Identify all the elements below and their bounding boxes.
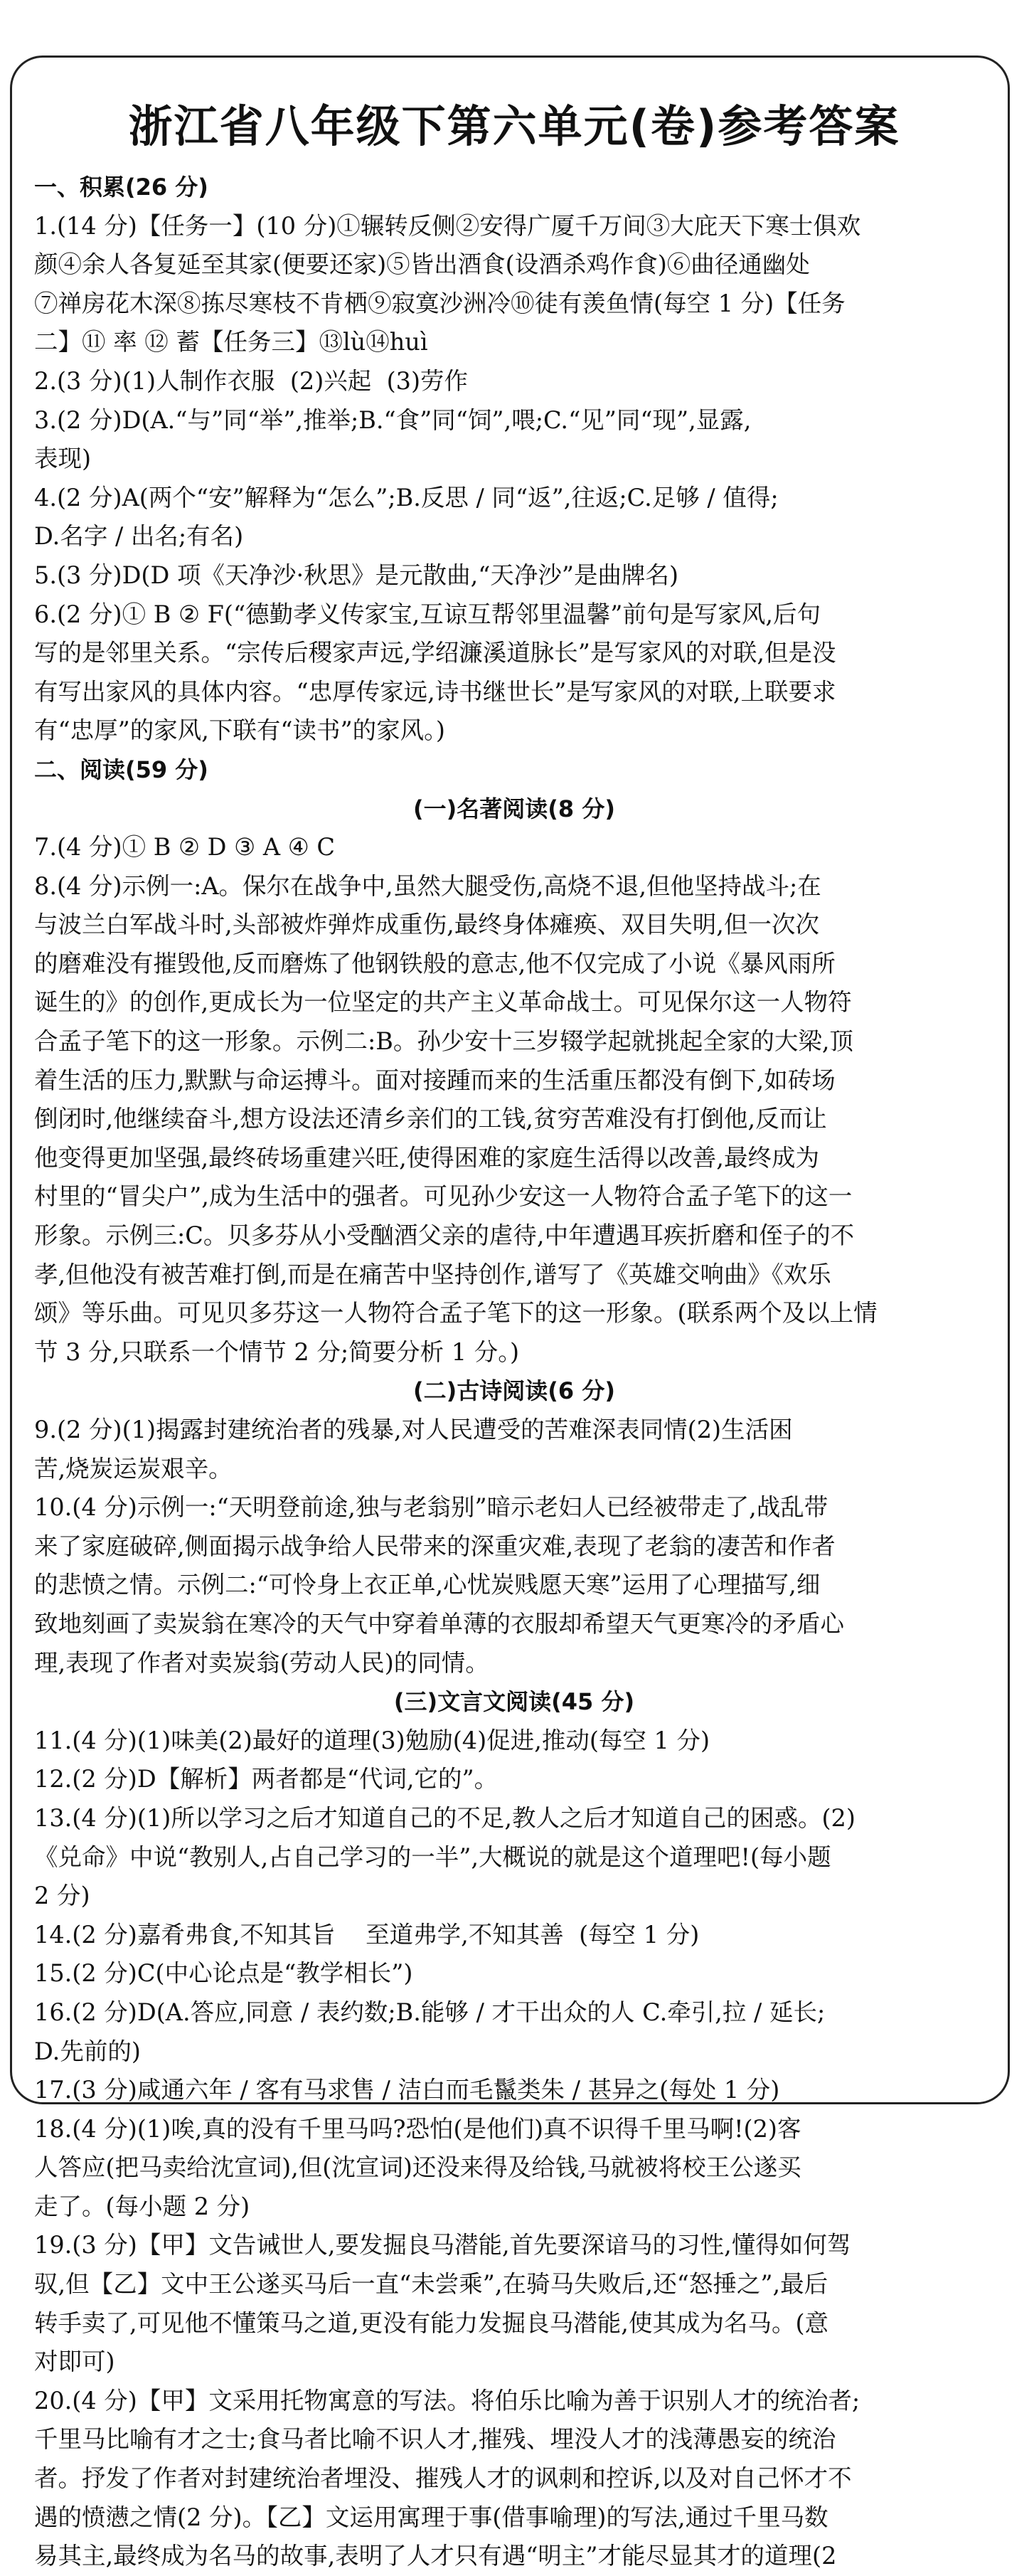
answer-line: 10.(4 分)示例一:“天明登前途,独与老翁别”暗示老妇人已经被带走了,战乱带 xyxy=(34,1493,828,1522)
answer-line: 节 3 分,只联系一个情节 2 分;简要分析 1 分。) xyxy=(34,1337,520,1366)
answer-line: 来了家庭破碎,侧面揭示战争给人民带来的深重灾难,表现了老翁的凄苦和作者 xyxy=(34,1532,836,1560)
answer-line: 11.(4 分)(1)味美(2)最好的道理(3)勉励(4)促进,推动(每空 1 分) xyxy=(34,1726,710,1754)
answer-line: 9.(2 分)(1)揭露封建统治者的残暴,对人民遭受的苦难深表同情(2)生活困 xyxy=(34,1416,793,1443)
answer-line: 倒闭时,他继续奋斗,想方设法还清乡亲们的工钱,贫穷苦难没有打倒他,反而让 xyxy=(34,1105,827,1133)
answer-line: 6.(2 分)① B ② F(“德勤孝义传家宝,互谅互帮邻里温馨”前句是写家风,后句 xyxy=(34,600,821,628)
answer-line: 5.(3 分)D(D 项《天净沙·秋思》是元散曲,“天净沙”是曲牌名) xyxy=(34,561,679,589)
answer-line: 14.(2 分)嘉肴弗食,不知其旨 至道弗学,不知其善 (每空 1 分) xyxy=(34,1920,700,1949)
answer-line: 千里马比喻有才之士;食马者比喻不识人才,摧残、埋没人才的浅薄愚妄的统治 xyxy=(34,2425,836,2454)
answer-line: 者。抒发了作者对封建统治者埋没、摧残人才的讽刺和控诉,以及对自己怀才不 xyxy=(34,2464,852,2493)
answer-line: 19.(3 分)【甲】文告诫世人,要发掘良马潜能,首先要深谙马的习性,懂得如何驾 xyxy=(34,2231,851,2259)
answer-line: 对即可) xyxy=(34,2348,115,2376)
answer-line: 4.(2 分)A(两个“安”解释为“怎么”;B.反思 / 同“返”,往返;C.足够 / 值得; xyxy=(34,483,779,512)
answer-line: 的悲愤之情。示例二:“可怜身上衣正单,心忧炭贱愿天寒”运用了心理描写,细 xyxy=(34,1571,821,1599)
answer-body xyxy=(34,168,994,2576)
answer-line: 20.(4 分)【甲】文采用托物寓意的写法。将伯乐比喻为善于识别人才的统治者; xyxy=(34,2386,860,2415)
answer-line: 苦,烧炭运炭艰辛。 xyxy=(34,1454,233,1483)
answer-line: 表现) xyxy=(34,445,92,473)
answer-line: 合孟子笔下的这一形象。示例二:B。孙少安十三岁辍学起就挑起全家的大梁,顶 xyxy=(34,1027,854,1056)
answer-line: 有写出家风的具体内容。“忠厚传家远,诗书继世长”是写家风的对联,上联要求 xyxy=(34,677,836,706)
answer-sheet xyxy=(34,91,994,2576)
section-heading: 一、积累(26 分) xyxy=(34,174,208,201)
answer-line: 走了。(每小题 2 分) xyxy=(34,2192,250,2220)
answer-line: 致地刻画了卖炭翁在寒冷的天气中穿着单薄的衣服却希望天气更寒冷的矛盾心 xyxy=(34,1609,844,1638)
page-title: 浙江省八年级下第六单元(卷)参考答案 xyxy=(128,100,900,152)
answer-line: 颂》等乐曲。可见贝多芬这一人物符合孟子笔下的这一形象。(联系两个及以上情 xyxy=(34,1299,878,1327)
section-heading: 二、阅读(59 分) xyxy=(34,756,208,783)
answer-line: 村里的“冒尖户”,成为生活中的强者。可见孙少安这一人物符合孟子笔下的这一 xyxy=(34,1182,853,1211)
answer-line: 3.(2 分)D(A.“与”同“举”,推举;B.“食”同“饲”,喂;C.“见”同“现”,显露, xyxy=(34,406,752,434)
answer-line: 2 分) xyxy=(34,1882,90,1910)
answer-line: 16.(2 分)D(A.答应,同意 / 表约数;B.能够 / 才干出众的人 C.牵引,拉 / 延长; xyxy=(34,1998,826,2026)
answer-line: 孝,但他没有被苦难打倒,而是在痛苦中坚持创作,谱写了《英雄交响曲》《欢乐 xyxy=(34,1260,831,1288)
answer-line: 17.(3 分)咸通六年 / 客有马求售 / 洁白而毛鬣类朱 / 甚异之(每处 1 分) xyxy=(34,2076,780,2104)
answer-line: 着生活的压力,默默与命运搏斗。面对接踵而来的生活重压都没有倒下,如砖场 xyxy=(34,1066,836,1094)
answer-line: 人答应(把马卖给沈宣词),但(沈宣词)还没来得及给钱,马就被将校王公遂买 xyxy=(34,2153,801,2182)
answer-line: 诞生的》的创作,更成长为一位坚定的共产主义革命战士。可见保尔这一人物符 xyxy=(34,988,852,1017)
answer-line: ⑦禅房花木深⑧拣尽寒枝不肯栖⑨寂寞沙洲冷⑩徒有羡鱼情(每空 1 分)【任务 xyxy=(34,289,846,317)
answer-line: 7.(4 分)① B ② D ③ A ④ C xyxy=(34,833,336,862)
answer-line: 8.(4 分)示例一:A。保尔在战争中,虽然大腿受伤,高烧不退,但他坚持战斗;在 xyxy=(34,871,821,900)
subsection-heading: (一)名著阅读(8 分) xyxy=(413,795,615,822)
answer-line: 15.(2 分)C(中心论点是“教学相长”) xyxy=(34,1959,413,1988)
subsection-heading: (二)古诗阅读(6 分) xyxy=(413,1377,615,1405)
answer-line: 13.(4 分)(1)所以学习之后才知道自己的不足,教人之后才知道自己的困惑。(2) xyxy=(34,1803,856,1832)
answer-line: 理,表现了作者对卖炭翁(劳动人民)的同情。 xyxy=(34,1648,489,1677)
answer-line: 驭,但【乙】文中王公遂买马后一直“未尝乘”,在骑马失败后,还“怒捶之”,最后 xyxy=(34,2270,828,2299)
answer-line: 写的是邻里关系。“宗传后稷家声远,学绍濂溪道脉长”是写家风的对联,但是没 xyxy=(34,639,836,667)
answer-line: 2.(3 分)(1)人制作衣服 (2)兴起 (3)劳作 xyxy=(34,366,469,395)
answer-line: 二】⑪ 率 ⑫ 蓄【任务三】⑬lù⑭huì xyxy=(34,328,428,356)
subsection-heading: (三)文言文阅读(45 分) xyxy=(393,1688,635,1716)
answer-line: 他变得更加坚强,最终砖场重建兴旺,使得困难的家庭生活得以改善,最终成为 xyxy=(34,1143,819,1172)
answer-line: 《兑命》中说“教别人,占自己学习的一半”,大概说的就是这个道理吧!(每小题 xyxy=(34,1843,831,1871)
answer-line: 1.(14 分)【任务一】(10 分)①辗转反侧②安得广厦千万间③大庇天下寒士俱欢 xyxy=(34,211,861,240)
answer-line: 的磨难没有摧毁他,反而磨炼了他钢铁般的意志,他不仅完成了小说《暴风雨所 xyxy=(34,949,836,977)
answer-line: D.先前的) xyxy=(34,2037,141,2065)
answer-line: 与波兰白军战斗时,头部被炸弹炸成重伤,最终身体瘫痪、双目失明,但一次次 xyxy=(34,911,819,939)
answer-line: 易其主,最终成为名马的故事,表明了人才只有遇“明主”才能尽显其才的道理(2 xyxy=(34,2542,837,2570)
answer-line: 转手卖了,可见他不懂策马之道,更没有能力发掘良马潜能,使其成为名马。(意 xyxy=(34,2309,829,2337)
answer-line: 颜④余人各复延至其家(便要还家)⑤皆出酒食(设酒杀鸡作食)⑥曲径通幽处 xyxy=(34,250,810,279)
answer-line: 遇的愤懑之情(2 分)。【乙】文运用寓理于事(借事喻理)的写法,通过千里马数 xyxy=(34,2503,828,2531)
answer-line: 有“忠厚”的家风,下联有“读书”的家风。) xyxy=(34,716,445,745)
answer-line: 18.(4 分)(1)唉,真的没有千里马吗?恐怕(是他们)真不识得千里马啊!(2)客 xyxy=(34,2114,801,2143)
answer-line: 12.(2 分)D【解析】两者都是“代词,它的”。 xyxy=(34,1765,499,1793)
answer-line: 形象。示例三:C。贝多芬从小受酗酒父亲的虐待,中年遭遇耳疾折磨和侄子的不 xyxy=(34,1221,855,1250)
answer-line: D.名字 / 出名;有名) xyxy=(34,522,244,551)
